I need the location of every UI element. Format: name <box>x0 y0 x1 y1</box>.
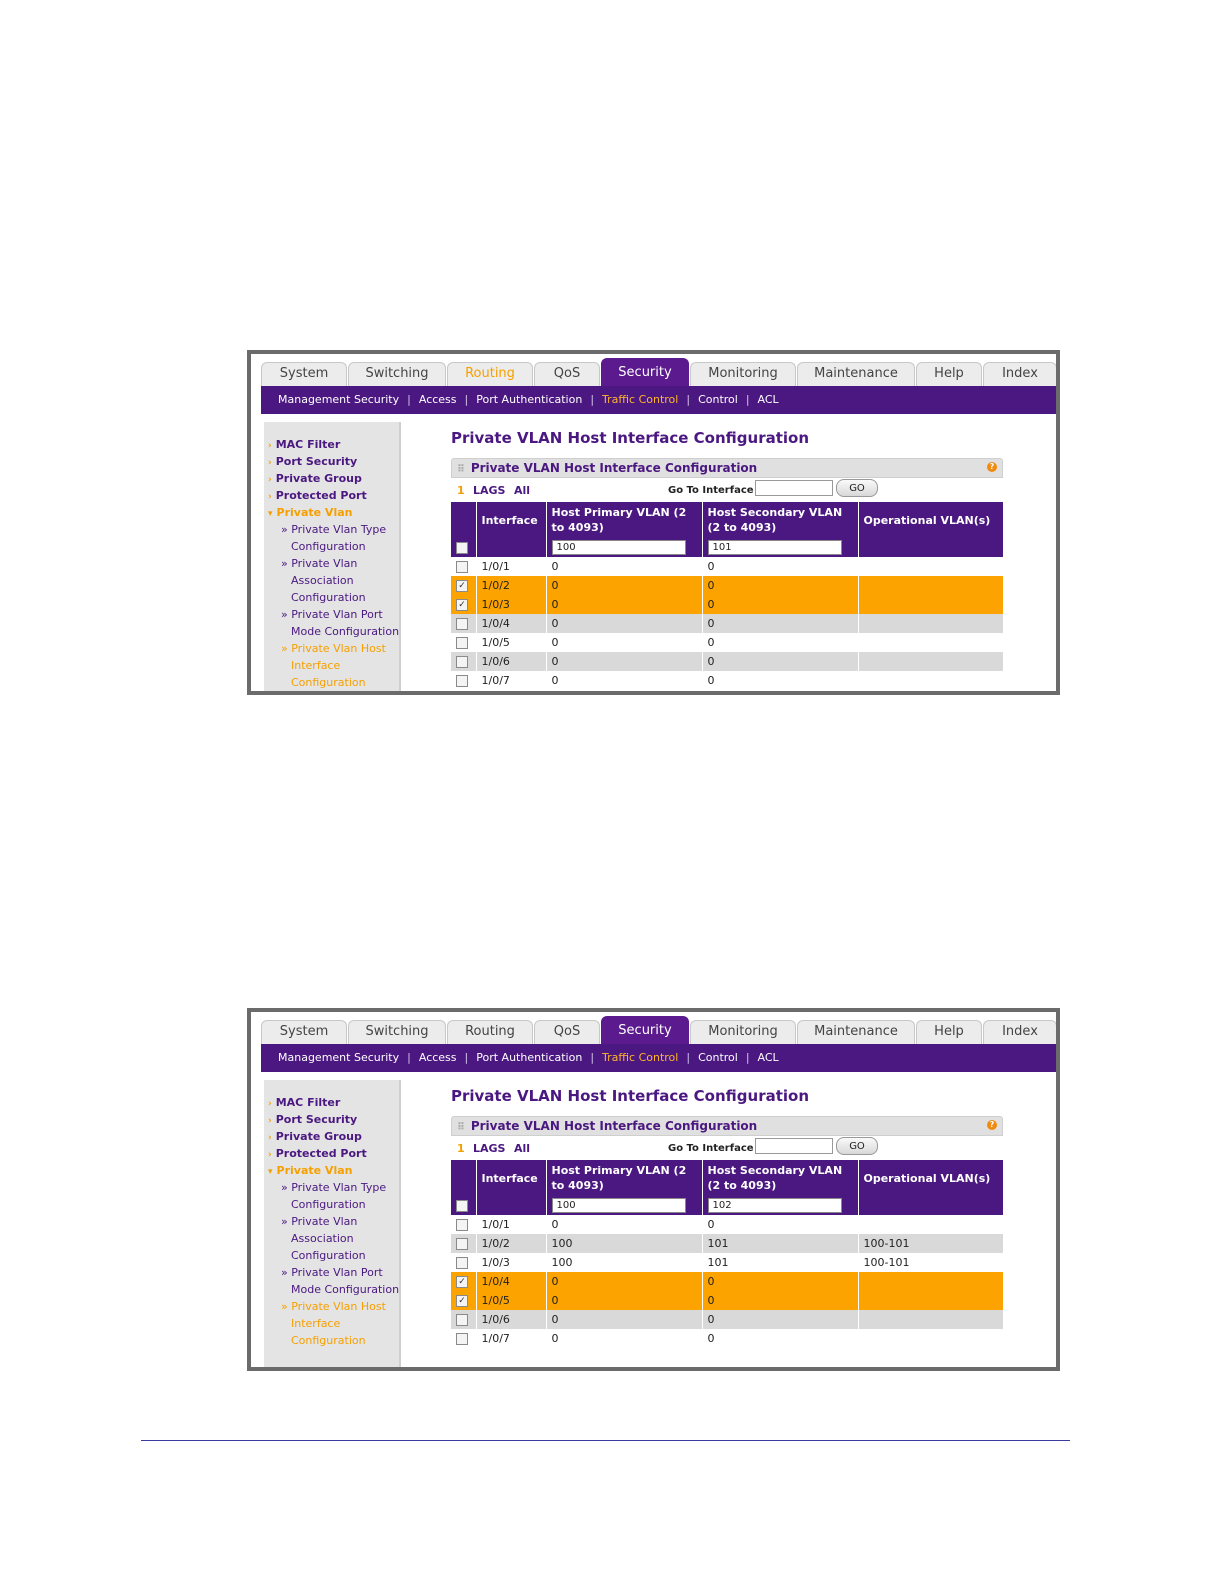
lags-link[interactable]: LAGS <box>473 1142 506 1155</box>
operational-vlans-cell <box>858 1310 1003 1329</box>
host-interface-table <box>451 502 1004 690</box>
tab-qos[interactable]: QoS <box>534 1020 600 1044</box>
host-primary-vlan-cell: 0 <box>546 1329 702 1348</box>
row-checkbox[interactable]: ✓ <box>456 1295 468 1307</box>
config-panel <box>451 458 1003 690</box>
goto-interface-label: Go To Interface <box>668 485 754 496</box>
screenshot-2 <box>247 1008 1060 1371</box>
chevron-down-icon: ▾ <box>268 1167 273 1177</box>
interface-cell: 1/0/6 <box>476 652 546 671</box>
host-secondary-vlan-cell: 0 <box>702 1310 858 1329</box>
header-host-secondary-vlan: Host Secondary VLAN (2 to 4093) <box>702 502 858 538</box>
sub-navigation: Management Security | Access | Port Authentication | Traffic Control | Control | ACL <box>261 386 1057 414</box>
row-checkbox[interactable] <box>456 618 468 630</box>
panel-header: ⠿ Private VLAN Host Interface Configuration ? <box>451 1116 1003 1136</box>
header-select <box>451 502 476 538</box>
host-primary-vlan-input[interactable]: 100 <box>552 540 686 555</box>
chevron-right-icon: › <box>268 441 272 451</box>
interface-cell: 1/0/3 <box>476 1253 546 1272</box>
operational-vlans-cell <box>858 1215 1003 1234</box>
row-checkbox[interactable] <box>456 561 468 573</box>
row-checkbox[interactable] <box>456 656 468 668</box>
host-primary-vlan-cell: 0 <box>546 576 702 595</box>
host-secondary-vlan-cell: 101 <box>702 1253 858 1272</box>
host-secondary-vlan-cell: 0 <box>702 1329 858 1348</box>
tab-maintenance[interactable]: Maintenance <box>797 1020 915 1044</box>
edit-row <box>451 1196 1003 1215</box>
host-secondary-vlan-cell: 0 <box>702 671 858 690</box>
tab-system[interactable]: System <box>261 362 347 386</box>
subnav-port-authentication[interactable]: Port Authentication <box>476 1051 583 1064</box>
interface-cell: 1/0/7 <box>476 1329 546 1348</box>
row-checkbox[interactable] <box>456 637 468 649</box>
subnav-control[interactable]: Control <box>698 1051 738 1064</box>
interface-cell: 1/0/2 <box>476 576 546 595</box>
table-row[interactable] <box>451 614 1003 633</box>
subnav-management-security[interactable]: Management Security <box>278 393 400 406</box>
operational-vlans-cell <box>858 576 1003 595</box>
sidebar-sub-private-vlan-type[interactable]: » Private Vlan Type Configuration <box>281 1181 387 1211</box>
tab-routing[interactable]: Routing <box>447 1020 533 1044</box>
sidebar-sub-private-vlan-host-interface[interactable]: » Private Vlan Host Interface Configuration <box>281 642 386 689</box>
row-checkbox[interactable]: ✓ <box>456 599 468 611</box>
all-link[interactable]: All <box>514 1142 531 1155</box>
main-tabs <box>261 1016 1057 1044</box>
lags-link[interactable]: LAGS <box>473 484 506 497</box>
tab-maintenance[interactable]: Maintenance <box>797 362 915 386</box>
table-row[interactable] <box>451 652 1003 671</box>
operational-vlans-cell <box>858 652 1003 671</box>
subnav-port-authentication[interactable]: Port Authentication <box>476 393 583 406</box>
host-primary-vlan-cell: 100 <box>546 1253 702 1272</box>
chevron-right-icon: › <box>268 1099 272 1109</box>
sidebar-item-private-vlan[interactable]: ▾ Private Vlan <box>268 1164 353 1177</box>
header-host-primary-vlan: Host Primary VLAN (2 to 4093) <box>546 502 702 538</box>
interface-cell: 1/0/1 <box>476 557 546 576</box>
host-secondary-vlan-cell: 0 <box>702 614 858 633</box>
header-host-primary-vlan: Host Primary VLAN (2 to 4093) <box>546 1160 702 1196</box>
sidebar-sub-private-vlan-association[interactable]: » Private Vlan Association Configuration <box>281 1215 366 1262</box>
host-primary-vlan-cell: 0 <box>546 633 702 652</box>
page-title: Private VLAN Host Interface Configuration <box>451 1087 810 1105</box>
screenshot-1 <box>247 350 1060 695</box>
goto-interface-label: Go To Interface <box>668 1143 754 1154</box>
main-tabs <box>261 358 1057 386</box>
all-link[interactable]: All <box>514 484 531 497</box>
host-secondary-vlan-cell: 0 <box>702 633 858 652</box>
host-primary-vlan-cell: 0 <box>546 1215 702 1234</box>
interface-cell: 1/0/5 <box>476 633 546 652</box>
chevron-right-icon: › <box>268 1133 272 1143</box>
interface-cell: 1/0/7 <box>476 671 546 690</box>
interface-cell: 1/0/4 <box>476 1272 546 1291</box>
tab-qos[interactable]: QoS <box>534 362 600 386</box>
row-checkbox[interactable] <box>456 1257 468 1269</box>
config-panel <box>451 1116 1003 1348</box>
table-body <box>451 557 1003 690</box>
subnav-acl[interactable]: ACL <box>757 1051 779 1064</box>
chevron-right-icon: › <box>268 1116 272 1126</box>
host-primary-vlan-cell: 0 <box>546 614 702 633</box>
interface-cell: 1/0/3 <box>476 595 546 614</box>
tab-monitoring[interactable]: Monitoring <box>690 1020 796 1044</box>
subnav-management-security[interactable]: Management Security <box>278 1051 400 1064</box>
sidebar-item-mac-filter[interactable]: › MAC Filter <box>268 438 341 451</box>
chevron-right-icon: › <box>268 492 272 502</box>
sidebar-item-mac-filter[interactable]: › MAC Filter <box>268 1096 341 1109</box>
host-primary-vlan-cell: 0 <box>546 1310 702 1329</box>
help-icon[interactable]: ? <box>987 462 997 472</box>
drag-handle-icon: ⠿ <box>457 1122 465 1133</box>
sidebar <box>264 1080 401 1371</box>
subnav-traffic-control[interactable]: Traffic Control <box>602 393 679 406</box>
operational-vlans-cell <box>858 1329 1003 1348</box>
header-interface: Interface <box>476 502 546 538</box>
sidebar-sub-private-vlan-type[interactable]: » Private Vlan Type Configuration <box>281 523 387 553</box>
host-primary-vlan-cell: 0 <box>546 1272 702 1291</box>
host-primary-vlan-cell: 100 <box>546 1234 702 1253</box>
host-secondary-vlan-input[interactable]: 101 <box>708 540 842 555</box>
table-row[interactable] <box>451 595 1003 614</box>
footer-rule <box>141 1440 1070 1441</box>
host-secondary-vlan-cell: 0 <box>702 576 858 595</box>
drag-handle-icon: ⠿ <box>457 464 465 475</box>
edit-row <box>451 538 1003 557</box>
subnav-control[interactable]: Control <box>698 393 738 406</box>
filter-row <box>451 478 1003 502</box>
page-title: Private VLAN Host Interface Configuration <box>451 429 810 447</box>
operational-vlans-cell <box>858 633 1003 652</box>
interface-cell: 1/0/6 <box>476 1310 546 1329</box>
subnav-traffic-control[interactable]: Traffic Control <box>602 1051 679 1064</box>
row-checkbox[interactable] <box>456 1333 468 1345</box>
host-primary-vlan-cell: 0 <box>546 1291 702 1310</box>
help-icon[interactable]: ? <box>987 1120 997 1130</box>
table-body <box>451 1215 1003 1348</box>
subnav-acl[interactable]: ACL <box>757 393 779 406</box>
host-secondary-vlan-input[interactable]: 102 <box>708 1198 842 1213</box>
table-row[interactable] <box>451 1310 1003 1329</box>
table-row[interactable] <box>451 1329 1003 1348</box>
sidebar <box>264 422 401 695</box>
tab-index[interactable]: Index <box>983 1020 1057 1044</box>
tab-index[interactable]: Index <box>983 362 1057 386</box>
panel-header: ⠿ Private VLAN Host Interface Configuration ? <box>451 458 1003 478</box>
sidebar-item-private-group[interactable]: › Private Group <box>268 472 362 485</box>
interface-cell: 1/0/4 <box>476 614 546 633</box>
operational-vlans-cell <box>858 1291 1003 1310</box>
header-operational-vlans: Operational VLAN(s) <box>858 502 1003 538</box>
sidebar-sub-private-vlan-port-mode[interactable]: » Private Vlan Port Mode Configuration <box>281 1266 400 1296</box>
chevron-down-icon: ▾ <box>268 509 273 519</box>
goto-interface-input[interactable] <box>755 1138 833 1154</box>
table-row[interactable] <box>451 1215 1003 1234</box>
table-row[interactable] <box>451 557 1003 576</box>
tab-security[interactable]: Security <box>601 358 689 386</box>
subnav-access[interactable]: Access <box>418 1051 457 1064</box>
interface-cell: 1/0/2 <box>476 1234 546 1253</box>
host-secondary-vlan-cell: 0 <box>702 652 858 671</box>
table-row[interactable] <box>451 576 1003 595</box>
sidebar-sub-private-vlan-host-interface[interactable]: » Private Vlan Host Interface Configuration <box>281 1300 386 1347</box>
header-interface: Interface <box>476 1160 546 1196</box>
host-primary-vlan-cell: 0 <box>546 557 702 576</box>
header-host-secondary-vlan: Host Secondary VLAN (2 to 4093) <box>702 1160 858 1196</box>
select-all-checkbox[interactable] <box>456 542 468 554</box>
table-row[interactable] <box>451 1253 1003 1272</box>
go-button[interactable]: GO <box>836 479 878 497</box>
subnav-access[interactable]: Access <box>418 393 457 406</box>
sidebar-item-port-security[interactable]: › Port Security <box>268 455 358 468</box>
operational-vlans-cell <box>858 1272 1003 1291</box>
table-row[interactable] <box>451 1291 1003 1310</box>
tab-help[interactable]: Help <box>916 362 982 386</box>
sidebar-item-port-security[interactable]: › Port Security <box>268 1113 358 1126</box>
page-number[interactable]: 1 <box>457 1142 465 1155</box>
tab-security[interactable]: Security <box>601 1016 689 1044</box>
row-checkbox[interactable] <box>456 1219 468 1231</box>
table-row[interactable] <box>451 671 1003 690</box>
row-checkbox[interactable]: ✓ <box>456 1276 468 1288</box>
operational-vlans-cell: 100-101 <box>858 1234 1003 1253</box>
operational-vlans-cell <box>858 671 1003 690</box>
row-checkbox[interactable]: ✓ <box>456 580 468 592</box>
host-primary-vlan-cell: 0 <box>546 652 702 671</box>
tab-monitoring[interactable]: Monitoring <box>690 362 796 386</box>
header-select <box>451 1160 476 1196</box>
sidebar-item-private-group[interactable]: › Private Group <box>268 1130 362 1143</box>
tab-help[interactable]: Help <box>916 1020 982 1044</box>
filter-row <box>451 1136 1003 1160</box>
host-interface-table <box>451 1160 1004 1348</box>
sidebar-item-protected-port[interactable]: › Protected Port <box>268 1147 367 1160</box>
goto-interface-input[interactable] <box>755 480 833 496</box>
chevron-right-icon: › <box>268 1150 272 1160</box>
row-checkbox[interactable] <box>456 1238 468 1250</box>
host-primary-vlan-input[interactable]: 100 <box>552 1198 686 1213</box>
tab-system[interactable]: System <box>261 1020 347 1044</box>
operational-vlans-cell <box>858 614 1003 633</box>
host-secondary-vlan-cell: 101 <box>702 1234 858 1253</box>
tab-routing[interactable]: Routing <box>447 362 533 386</box>
sidebar-sub-private-vlan-association[interactable]: » Private Vlan Association Configuration <box>281 557 366 604</box>
tab-switching[interactable]: Switching <box>348 1020 446 1044</box>
host-secondary-vlan-cell: 0 <box>702 557 858 576</box>
page-number[interactable]: 1 <box>457 484 465 497</box>
row-checkbox[interactable] <box>456 675 468 687</box>
host-primary-vlan-cell: 0 <box>546 671 702 690</box>
operational-vlans-cell <box>858 595 1003 614</box>
host-secondary-vlan-cell: 0 <box>702 595 858 614</box>
chevron-right-icon: › <box>268 458 272 468</box>
interface-cell: 1/0/5 <box>476 1291 546 1310</box>
sub-navigation: Management Security | Access | Port Authentication | Traffic Control | Control | ACL <box>261 1044 1057 1072</box>
operational-vlans-cell <box>858 557 1003 576</box>
operational-vlans-cell: 100-101 <box>858 1253 1003 1272</box>
select-all-checkbox[interactable] <box>456 1200 468 1212</box>
interface-cell: 1/0/1 <box>476 1215 546 1234</box>
header-operational-vlans: Operational VLAN(s) <box>858 1160 1003 1196</box>
table-row[interactable] <box>451 1234 1003 1253</box>
row-checkbox[interactable] <box>456 1314 468 1326</box>
sidebar-item-protected-port[interactable]: › Protected Port <box>268 489 367 502</box>
chevron-right-icon: › <box>268 475 272 485</box>
sidebar-sub-private-vlan-port-mode[interactable]: » Private Vlan Port Mode Configuration <box>281 608 400 638</box>
table-row[interactable] <box>451 1272 1003 1291</box>
sidebar-item-private-vlan[interactable]: ▾ Private Vlan <box>268 506 353 519</box>
tab-switching[interactable]: Switching <box>348 362 446 386</box>
table-row[interactable] <box>451 633 1003 652</box>
host-secondary-vlan-cell: 0 <box>702 1291 858 1310</box>
host-secondary-vlan-cell: 0 <box>702 1215 858 1234</box>
go-button[interactable]: GO <box>836 1137 878 1155</box>
host-secondary-vlan-cell: 0 <box>702 1272 858 1291</box>
host-primary-vlan-cell: 0 <box>546 595 702 614</box>
